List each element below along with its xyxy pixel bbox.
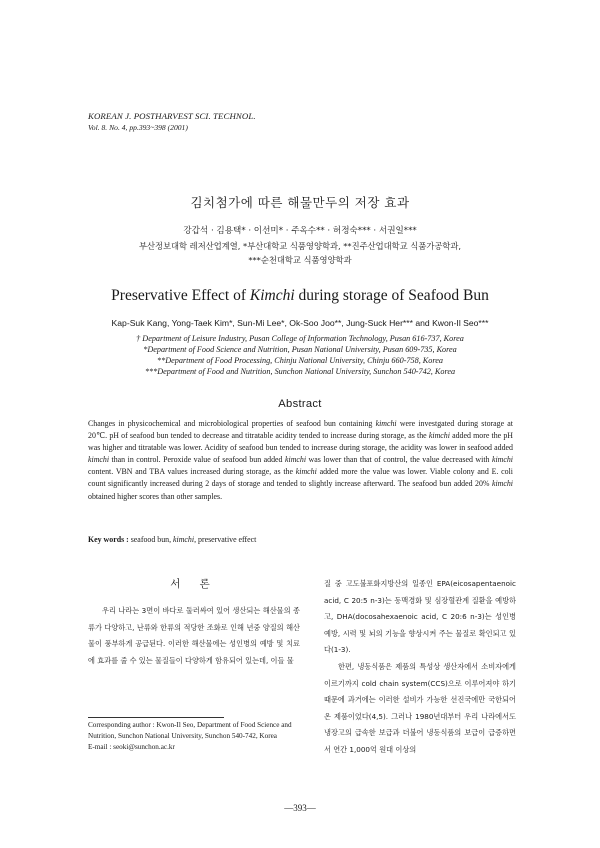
body-paragraph: 한편, 냉동식품은 제품의 특성상 생산자에서 소비자에게 이르기까지 cold chain system(CCS)으로 이루어져야 하기 때문에 과거에는 이러한 설비가 가능한 선진국에만 국한되어온 제품이었다(4,5). 그러나 1980년대부터 우리 나라에서도 냉장고의 급속한 보급과 더불어 냉동식품의 보급이 급증하면서 연간 1,000억 원대 이상의 bbox=[324, 661, 516, 754]
journal-volume: Vol. 8. No. 4, pp.393~398 (2001) bbox=[88, 123, 188, 132]
title-korean: 김치첨가에 따른 해물만두의 저장 효과 bbox=[190, 195, 410, 210]
abstract-italic: kimchi bbox=[295, 467, 317, 477]
abstract-italic: kimchi bbox=[428, 431, 450, 441]
abstract-italic: kimchi bbox=[285, 455, 307, 465]
affiliation-english-line: ***Department of Food and Nutrition, Sunchon National University, Sunchon 540-742, Korea bbox=[144, 367, 456, 376]
keywords-text: seafood bun, bbox=[128, 535, 174, 544]
abstract-text: was lower than that of control, the value decreased with bbox=[306, 455, 492, 465]
abstract-text: than in control. Peroxide value of seafood bun added bbox=[109, 455, 286, 465]
journal-header bbox=[88, 110, 256, 134]
keywords-text: , preservative effect bbox=[194, 535, 257, 544]
section-title-introduction: 서 론 bbox=[170, 578, 218, 590]
keywords-line bbox=[88, 535, 256, 544]
abstract-text: Changes in physicochemical and microbiological properties of seafood bun containing bbox=[88, 419, 376, 428]
abstract-italic: kimchi bbox=[491, 479, 513, 489]
keywords-label: Key words : bbox=[88, 535, 129, 544]
title-english-part: Preservative Effect of bbox=[111, 287, 250, 304]
keywords-italic: kimchi bbox=[173, 535, 195, 544]
abstract-heading: Abstract bbox=[278, 398, 322, 410]
abstract-text: obtained higher scores than other samples. bbox=[88, 491, 223, 501]
title-english-part: during storage of Seafood Bun bbox=[294, 287, 489, 304]
affiliation-korean-line: ***순천대학교 식품영양학과 bbox=[248, 255, 352, 265]
left-column bbox=[88, 576, 300, 669]
page-number: —393— bbox=[284, 803, 316, 813]
footnote-author: Corresponding author : Kwon-Il Seo, Department of Food Science and Nutrition, Sunchon National University, Sunchon 540-742, Korea bbox=[88, 721, 292, 740]
affiliation-english-line: † Department of Leisure Industry, Pusan College of Information Technology, Pusan 616-737, Korea bbox=[136, 334, 464, 343]
title-english bbox=[0, 287, 600, 305]
abstract-italic: kimchi bbox=[88, 455, 110, 465]
authors-english: Kap-Suk Kang, Yong-Taek Kim*, Sun-Mi Lee*, Ok-Soo Joo**, Jung-Suck Her*** and Kwon-Il Seo*** bbox=[111, 318, 489, 328]
abstract-text: were investgated during storage at 20℃. pH of seafood bun tended to decrease and titratable acidity tended to increase during storage, as the bbox=[88, 419, 513, 441]
abstract-text: added more the pH was higher and titratable was lower. Acidity of seafood bun tended to increase during storage, the acidity was lower in seafood added bbox=[88, 431, 513, 453]
authors-korean: 강갑석 · 김용택* · 이선미* · 주옥수** · 허정숙*** · 서권일*** bbox=[183, 226, 417, 236]
body-paragraph: 질 중 고도불포화지방산의 일종인 EPA(eicosapentaenoic acid, C 20:5 n-3)는 동맥경화 및 심장혈관계 질환을 예방하고, DHA(docosahexaenoic acid, C 20:6 n-3)는 성인병 예방, 시력 및 뇌의 기능을 향상시켜 주는 물질로 확인되고 있다(1-3). bbox=[324, 579, 516, 655]
abstract-text: content. VBN and TBA values increased during storage, as the bbox=[88, 467, 296, 477]
footnote-email: E-mail : seoki@sunchon.ac.kr bbox=[88, 743, 175, 751]
corresponding-author-footnote bbox=[88, 720, 302, 753]
title-english-italic: Kimchi bbox=[249, 287, 295, 304]
affiliation-korean-line: 부산정보대학 레저산업계열, *부산대학교 식품영양학과, **진주산업대학교 식품가공학과, bbox=[138, 241, 462, 251]
journal-name: KOREAN J. POSTHARVEST SCI. TECHNOL. bbox=[88, 111, 256, 121]
abstract-italic: kimchi bbox=[375, 419, 397, 428]
body-paragraph: 우리 나라는 3면이 바다로 둘러싸여 있어 생산되는 해산물의 종류가 다양하고, 난류와 한류의 적당한 조화로 인해 년중 양질의 해산물이 풍부하게 공급된다. 이러한 해산물에는 성인병의 예방 및 치료에 효과를 줄 수 있는 물질들이 다양하게 함유되어 있는데, 이들 물 bbox=[88, 606, 300, 665]
affiliation-english-line: **Department of Food Processing, Chinju National University, Chinju 660-758, Korea bbox=[157, 356, 443, 365]
abstract-body bbox=[88, 418, 513, 503]
right-column bbox=[324, 576, 516, 759]
abstract-italic: kimchi bbox=[491, 455, 514, 465]
footnote-divider bbox=[88, 717, 224, 718]
affiliation-english-line: *Department of Food Science and Nutrition, Pusan National University, Pusan 609-735, Korea bbox=[143, 345, 457, 354]
abstract-text: added more the value was lower. Viable colony and E. coli count significantly increased during 2 days of storage and tended to slightly increase afterward. The seafood bun added 20% bbox=[88, 467, 513, 489]
